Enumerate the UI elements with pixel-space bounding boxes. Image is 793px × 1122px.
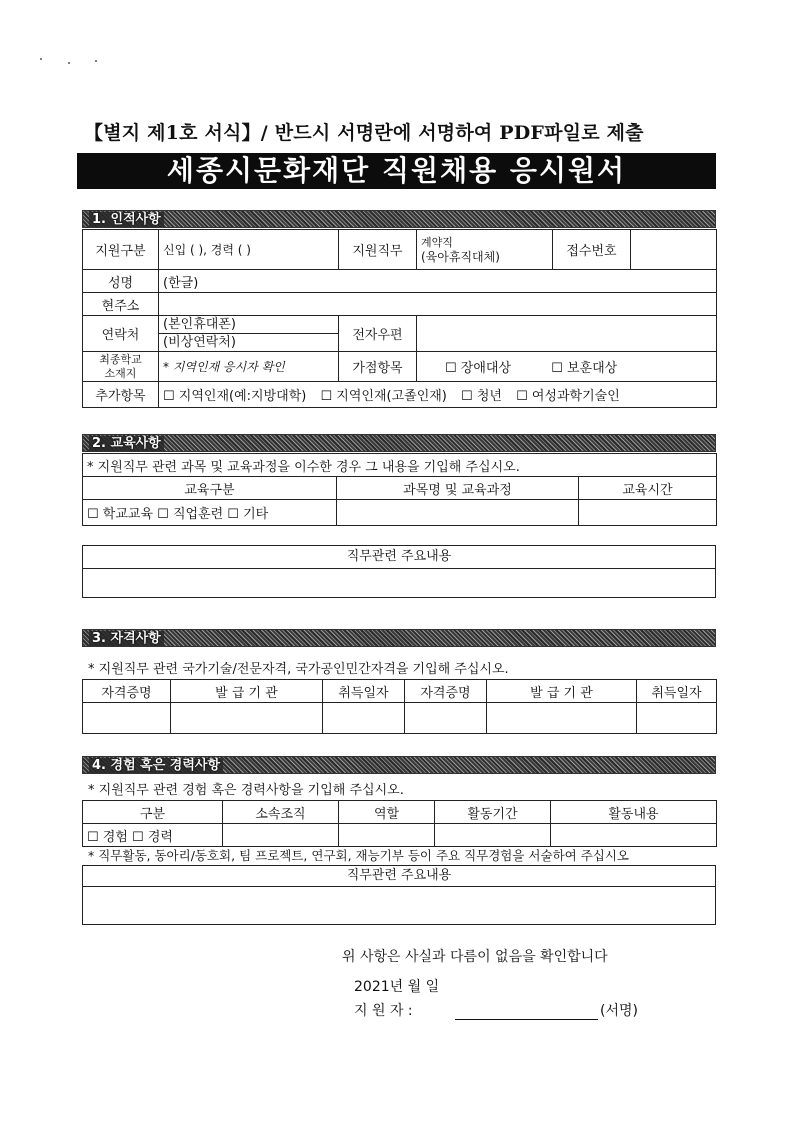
section-1-header [82,210,716,228]
col-role: 역할 [339,801,435,824]
school-label-line-2: 소재지 [104,366,137,380]
col-org: 소속조직 [223,801,339,824]
col-course: 과목명 및 교육과정 [337,477,579,500]
section-1-title: 1. 인적사항 [89,212,164,227]
mobile-field[interactable]: (본인휴대폰) [159,316,338,334]
experience-table [82,800,717,847]
education-main-content-label: 직무관련 주요내용 [83,546,715,569]
education-note: * 지원직무 관련 과목 및 교육과정을 이수한 경우 그 내용을 기입해 주십시오. [83,454,717,477]
col-exp-type: 구분 [83,801,223,824]
extra-women-checkbox[interactable]: ☐ 여성과학기술인 [516,389,620,404]
certification-table [82,679,717,734]
extra-local-univ-checkbox[interactable]: ☐ 지역인재(예:지방대학) [163,389,307,404]
col-content: 활동내용 [551,801,717,824]
bonus-label: 가점항목 [339,352,417,382]
extra-label: 추가항목 [83,382,159,408]
date-1-field[interactable] [323,703,405,734]
school-label [83,352,159,382]
role-field[interactable] [339,824,435,847]
col-issuer-1: 발 급 기 관 [171,680,323,703]
email-field[interactable] [417,316,717,352]
section-4-title: 4. 경험 혹은 경력사항 [89,758,223,773]
signature-line[interactable] [455,1005,598,1020]
issuer-2-field[interactable] [487,703,637,734]
course-field[interactable] [337,500,579,526]
school-field[interactable]: * 지역인재 응시자 확인 [159,352,339,382]
col-period: 활동기간 [435,801,551,824]
apply-type-label: 지원구분 [83,230,159,270]
section-3-header [82,629,716,647]
form-label: 【별지 제1호 서식】/ 반드시 서명란에 서명하여 PDF파일로 제출 [84,122,644,144]
job-value-line-1: 계약직 [421,235,453,249]
experience-main-content-box[interactable] [82,865,716,925]
education-type-options[interactable]: ☐ 학교교육 ☐ 직업훈련 ☐ 기타 [83,500,337,526]
period-field[interactable] [435,824,551,847]
scan-dot [95,60,97,62]
col-date-1: 취득일자 [323,680,405,703]
applicant-label: 지 원 자 : [354,1003,413,1019]
personal-info-table [82,229,717,408]
school-label-line-1: 최종학교 [99,352,142,366]
address-label: 현주소 [83,293,159,316]
col-date-2: 취득일자 [637,680,717,703]
section-2-title: 2. 교육사항 [89,436,164,451]
extra-local-high-checkbox[interactable]: ☐ 지역인재(고졸인재) [320,389,447,404]
signature-suffix: (서명) [600,1003,638,1019]
date-field[interactable]: 2021년 월 일 [354,979,440,995]
scan-dot [40,58,42,60]
certification-note: * 지원직무 관련 국가기술/전문자격, 국가공인민간자격을 기입해 주십시오. [88,662,509,677]
col-cert-2: 자격증명 [405,680,487,703]
address-field[interactable] [159,293,717,316]
confirm-statement: 위 사항은 사실과 다름이 없음을 확인합니다 [342,949,608,965]
col-education-type: 교육구분 [83,477,337,500]
col-hours: 교육시간 [579,477,717,500]
cert-2-field[interactable] [405,703,487,734]
bonus-options [417,352,717,382]
reception-label: 접수번호 [553,230,631,270]
org-field[interactable] [223,824,339,847]
page-title: 세종시문화재단 직원채용 응시원서 [77,153,716,189]
issuer-1-field[interactable] [171,703,323,734]
section-3-title: 3. 자격사항 [89,631,164,646]
experience-note: * 지원직무 관련 경험 혹은 경력사항을 기입해 주십시오. [88,783,404,798]
col-cert-1: 자격증명 [83,680,171,703]
job-label: 지원직무 [339,230,417,270]
cert-1-field[interactable] [83,703,171,734]
bonus-disabled-checkbox[interactable]: ☐ 장애대상 [445,361,512,376]
extra-youth-checkbox[interactable]: ☐ 청년 [461,389,502,404]
col-issuer-2: 발 급 기 관 [487,680,637,703]
reception-field[interactable] [631,230,717,270]
hours-field[interactable] [579,500,717,526]
emergency-contact-field[interactable]: (비상연락처) [163,335,236,350]
section-4-header [82,756,716,774]
content-field[interactable] [551,824,717,847]
name-label: 성명 [83,270,159,293]
signature-area [455,1000,638,1020]
scan-dot [68,62,70,64]
date-2-field[interactable] [637,703,717,734]
email-label: 전자우편 [339,316,417,352]
apply-type-field[interactable]: 신입 ( ), 경력 ( ) [159,230,339,270]
experience-note-2: * 직무활동, 동아리/동호회, 팀 프로젝트, 연구회, 재능기부 등이 주요 직무경험을 서술하여 주십시오 [88,848,629,863]
experience-main-content-label: 직무관련 주요내용 [83,866,715,887]
name-field[interactable]: (한글) [159,270,717,293]
job-value [417,230,553,270]
bonus-veteran-checkbox[interactable]: ☐ 보훈대상 [551,361,618,376]
education-main-content-box[interactable] [82,545,716,598]
job-value-line-2: (육아휴직대체) [421,249,500,264]
section-2-header [82,434,716,452]
exp-type-options[interactable]: ☐ 경험 ☐ 경력 [83,824,223,847]
extra-options [159,382,717,408]
contact-fields [159,316,339,352]
education-table [82,453,717,526]
contact-label: 연락처 [83,316,159,352]
